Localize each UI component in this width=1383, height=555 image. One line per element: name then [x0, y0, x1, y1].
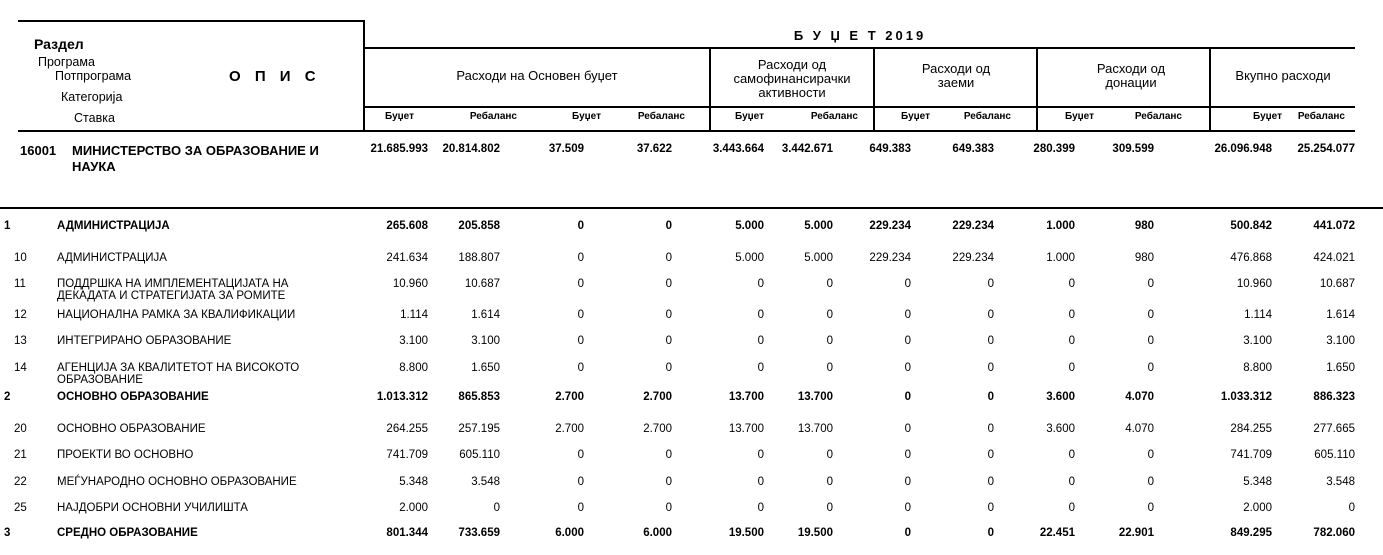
header-divider-2	[873, 48, 875, 132]
row-description: ПРОЕКТИ ВО ОСНОВНО	[57, 449, 194, 461]
row-value: 0	[904, 309, 911, 321]
row-value: 0	[577, 362, 584, 374]
row-description: НАЈДОБРИ ОСНОВНИ УЧИЛИШТА	[57, 502, 248, 514]
row-value: 0	[1147, 502, 1154, 514]
group-zaemi: Расходи од заеми	[921, 61, 991, 90]
row-value: 229.234	[952, 252, 994, 264]
razdel-label: Раздел	[34, 36, 84, 52]
group-samofinansirachki: Расходи од самофинансирачки активности	[733, 57, 851, 100]
row-value: 22.901	[1118, 527, 1154, 539]
row-value: 3.100	[1326, 335, 1355, 347]
row-value: 1.114	[1244, 309, 1272, 321]
ministry-code: 16001	[20, 143, 57, 158]
row-value: 424.021	[1313, 252, 1355, 264]
row-value: 0	[757, 476, 764, 488]
row-value: 0	[665, 362, 672, 374]
row-value: 0	[987, 391, 994, 403]
row-value: 0	[1147, 335, 1154, 347]
row-code: 22	[14, 476, 27, 488]
row-value: 980	[1134, 252, 1154, 264]
row-value: 0	[1147, 309, 1154, 321]
row-value: 1.000	[1046, 252, 1075, 264]
row-value: 0	[665, 278, 672, 290]
row-value: 3.600	[1046, 391, 1075, 403]
ministry-value: 3.443.664	[712, 143, 764, 155]
ministry-value: 309.599	[1112, 143, 1154, 155]
row-value: 0	[1068, 449, 1075, 461]
row-value: 1.114	[400, 309, 428, 321]
row-description: ИНТЕГРИРАНО ОБРАЗОВАНИЕ	[57, 335, 232, 347]
row-value: 1.614	[1326, 309, 1355, 321]
row-code: 13	[14, 335, 27, 347]
ministry-value: 26.096.948	[1214, 143, 1272, 155]
header-bottom-rule	[18, 130, 1355, 132]
ministry-name: МИНИСТЕРСТВО ЗА ОБРАЗОВАНИЕ И НАУКА	[72, 143, 319, 174]
row-value: 741.709	[386, 449, 428, 461]
row-value: 0	[665, 220, 672, 232]
row-value: 205.858	[458, 220, 500, 232]
ministry-value: 3.442.671	[781, 143, 833, 155]
row-value: 0	[577, 252, 584, 264]
row-description: ПОДДРШКА НА ИМПЛЕМЕНТАЦИЈАТА НА ДЕКАДАТА И СТРАТЕГИЈАТА ЗА РОМИТЕ	[57, 278, 289, 302]
row-value: 3.100	[1243, 335, 1272, 347]
row-value: 10.960	[1236, 278, 1272, 290]
row-value: 0	[987, 309, 994, 321]
row-value: 6.000	[555, 527, 584, 539]
potprograma-label: Потпрограма	[55, 69, 132, 83]
col-header-budget: Буџет	[385, 111, 414, 122]
row-value: 0	[757, 502, 764, 514]
ministry-value: 37.509	[548, 143, 584, 155]
row-value: 0	[826, 278, 833, 290]
row-code: 2	[4, 391, 11, 403]
row-value: 19.500	[728, 527, 764, 539]
kategorija-label: Категорија	[61, 90, 123, 104]
row-value: 2.700	[643, 423, 672, 435]
row-value: 10.687	[464, 278, 500, 290]
row-value: 0	[757, 335, 764, 347]
row-value: 865.853	[458, 391, 500, 403]
col-header-rebalance: Ребаланс	[810, 111, 858, 122]
row-value: 0	[1068, 476, 1075, 488]
row-code: 20	[14, 423, 27, 435]
row-value: 229.234	[869, 220, 911, 232]
ministry-value: 649.383	[869, 143, 911, 155]
row-value: 229.234	[869, 252, 911, 264]
header-divider-3	[1036, 48, 1038, 132]
row-value: 0	[904, 278, 911, 290]
row-value: 849.295	[1230, 527, 1272, 539]
row-value: 13.700	[797, 391, 833, 403]
budget-title	[365, 27, 1355, 45]
row-value: 3.100	[399, 335, 428, 347]
row-value: 2.000	[1243, 502, 1272, 514]
row-value: 2.700	[555, 391, 584, 403]
row-value: 0	[665, 449, 672, 461]
row-value: 0	[577, 502, 584, 514]
row-value: 2.700	[643, 391, 672, 403]
row-description: ОСНОВНО ОБРАЗОВАНИЕ	[57, 391, 209, 403]
row-code: 1	[4, 220, 11, 232]
row-value: 0	[826, 502, 833, 514]
row-value: 264.255	[386, 423, 428, 435]
row-value: 22.451	[1039, 527, 1075, 539]
row-value: 3.548	[1326, 476, 1355, 488]
row-value: 0	[1147, 278, 1154, 290]
row-description: АДМИНИСТРАЦИЈА	[57, 252, 167, 264]
col-header-budget: Буџет	[901, 111, 930, 122]
row-description: АГЕНЦИЈА ЗА КВАЛИТЕТОТ НА ВИСОКОТО ОБРАЗОВАНИЕ	[57, 362, 300, 386]
row-value: 605.110	[459, 449, 500, 461]
header-top-rule-left	[18, 20, 363, 22]
row-value: 13.700	[797, 423, 833, 435]
row-description: МЕЃУНАРОДНО ОСНОВНО ОБРАЗОВАНИЕ	[57, 476, 297, 488]
col-header-budget: Буџет	[1065, 111, 1094, 122]
row-value: 5.000	[804, 252, 833, 264]
row-value: 0	[757, 278, 764, 290]
row-value: 1.614	[471, 309, 500, 321]
ministry-value: 649.383	[952, 143, 994, 155]
row-value: 13.700	[728, 391, 764, 403]
row-code: 14	[14, 362, 27, 374]
row-value: 0	[987, 502, 994, 514]
row-value: 0	[1068, 335, 1075, 347]
header-divider-4	[1209, 48, 1211, 132]
col-header-rebalance: Ребаланс	[1297, 111, 1345, 122]
row-value: 741.709	[1230, 449, 1272, 461]
row-value: 1.000	[1046, 220, 1075, 232]
row-value: 605.110	[1314, 449, 1355, 461]
row-value: 0	[904, 527, 911, 539]
row-code: 25	[14, 502, 27, 514]
row-value: 10.960	[392, 278, 428, 290]
row-value: 886.323	[1313, 391, 1355, 403]
stavka-label: Ставка	[74, 111, 115, 125]
row-value: 0	[757, 362, 764, 374]
row-value: 0	[826, 449, 833, 461]
row-value: 0	[987, 362, 994, 374]
row-value: 0	[665, 476, 672, 488]
row-value: 3.600	[1046, 423, 1075, 435]
row-value: 0	[904, 476, 911, 488]
row-value: 0	[577, 309, 584, 321]
row-value: 0	[987, 527, 994, 539]
row-value: 13.700	[728, 423, 764, 435]
row-value: 8.800	[1243, 362, 1272, 374]
row-value: 0	[577, 476, 584, 488]
row-description: СРЕДНО ОБРАЗОВАНИЕ	[57, 527, 198, 539]
group-vkupno: Вкупно расходи	[1235, 68, 1331, 83]
row-value: 0	[665, 309, 672, 321]
row-value: 0	[665, 502, 672, 514]
row-value: 0	[1068, 278, 1075, 290]
row-value: 0	[1147, 449, 1154, 461]
col-header-budget: Буџет	[572, 111, 601, 122]
row-value: 782.060	[1313, 527, 1355, 539]
row-value: 2.000	[399, 502, 428, 514]
col-header-rebalance: Ребаланс	[637, 111, 685, 122]
row-value: 10.687	[1319, 278, 1355, 290]
row-value: 0	[826, 309, 833, 321]
row-value: 0	[987, 476, 994, 488]
col-header-budget: Буџет	[735, 111, 764, 122]
ministry-separator-rule	[0, 207, 1383, 209]
row-value: 3.548	[471, 476, 500, 488]
row-value: 0	[1348, 502, 1355, 514]
row-value: 4.070	[1125, 391, 1154, 403]
group-rule	[365, 106, 1355, 108]
programa-label: Програма	[38, 55, 95, 69]
row-value: 3.100	[471, 335, 500, 347]
col-header-budget: Буџет	[1253, 111, 1282, 122]
row-value: 0	[577, 220, 584, 232]
group-donacii: Расходи од донации	[1096, 61, 1166, 90]
row-value: 0	[577, 278, 584, 290]
row-value: 0	[904, 502, 911, 514]
row-value: 801.344	[386, 527, 428, 539]
row-value: 5.348	[399, 476, 428, 488]
ministry-value: 37.622	[636, 143, 672, 155]
row-value: 5.000	[735, 220, 764, 232]
row-value: 1.033.312	[1220, 391, 1272, 403]
row-value: 0	[493, 502, 500, 514]
row-value: 0	[987, 335, 994, 347]
ministry-value: 280.399	[1033, 143, 1075, 155]
col-header-rebalance: Ребаланс	[963, 111, 1011, 122]
col-header-rebalance: Ребаланс	[1134, 111, 1182, 122]
row-value: 257.195	[458, 423, 500, 435]
row-value: 0	[577, 335, 584, 347]
row-value: 0	[1147, 362, 1154, 374]
row-value: 5.000	[804, 220, 833, 232]
row-value: 0	[665, 335, 672, 347]
row-value: 0	[1147, 476, 1154, 488]
row-value: 4.070	[1125, 423, 1154, 435]
row-code: 3	[4, 527, 11, 539]
row-value: 0	[665, 252, 672, 264]
row-value: 0	[904, 449, 911, 461]
row-value: 2.700	[555, 423, 584, 435]
row-value: 0	[904, 423, 911, 435]
row-value: 0	[577, 449, 584, 461]
row-value: 0	[987, 449, 994, 461]
row-value: 0	[757, 309, 764, 321]
row-value: 0	[826, 362, 833, 374]
row-value: 0	[1068, 362, 1075, 374]
row-value: 229.234	[952, 220, 994, 232]
row-value: 1.650	[1326, 362, 1355, 374]
row-value: 1.650	[471, 362, 500, 374]
row-description: ОСНОВНО ОБРАЗОВАНИЕ	[57, 423, 206, 435]
ministry-value: 25.254.077	[1297, 143, 1355, 155]
row-value: 500.842	[1230, 220, 1272, 232]
row-value: 5.348	[1243, 476, 1272, 488]
col-header-rebalance: Ребаланс	[469, 111, 517, 122]
budget-title-rule	[365, 47, 1355, 49]
ministry-value: 20.814.802	[442, 143, 500, 155]
row-value: 1.013.312	[376, 391, 428, 403]
row-value: 441.072	[1313, 220, 1355, 232]
row-value: 0	[987, 278, 994, 290]
row-value: 188.807	[458, 252, 500, 264]
row-description: АДМИНИСТРАЦИЈА	[57, 220, 170, 232]
row-value: 0	[1068, 502, 1075, 514]
row-value: 0	[987, 423, 994, 435]
row-value: 0	[826, 335, 833, 347]
row-value: 0	[904, 391, 911, 403]
row-value: 6.000	[643, 527, 672, 539]
row-value: 241.634	[386, 252, 428, 264]
row-value: 8.800	[399, 362, 428, 374]
row-code: 12	[14, 309, 27, 321]
row-code: 21	[14, 449, 27, 461]
row-code: 11	[14, 278, 26, 290]
row-value: 277.665	[1313, 423, 1355, 435]
row-value: 0	[757, 449, 764, 461]
opis-label: О П И С	[229, 68, 321, 85]
row-value: 733.659	[458, 527, 500, 539]
row-value: 19.500	[797, 527, 833, 539]
row-value: 265.608	[386, 220, 428, 232]
row-value: 0	[826, 476, 833, 488]
budget-title-text: Б У Џ Е Т 2019	[793, 28, 927, 43]
row-value: 476.868	[1230, 252, 1272, 264]
row-description: НАЦИОНАЛНА РАМКА ЗА КВАЛИФИКАЦИИ	[57, 309, 296, 321]
row-value: 0	[1068, 309, 1075, 321]
group-osnoven: Расходи на Основен буџет	[456, 68, 618, 83]
row-value: 0	[904, 335, 911, 347]
row-value: 0	[904, 362, 911, 374]
ministry-value: 21.685.993	[370, 143, 428, 155]
row-value: 5.000	[735, 252, 764, 264]
row-value: 284.255	[1230, 423, 1272, 435]
row-value: 980	[1134, 220, 1154, 232]
row-code: 10	[14, 252, 27, 264]
